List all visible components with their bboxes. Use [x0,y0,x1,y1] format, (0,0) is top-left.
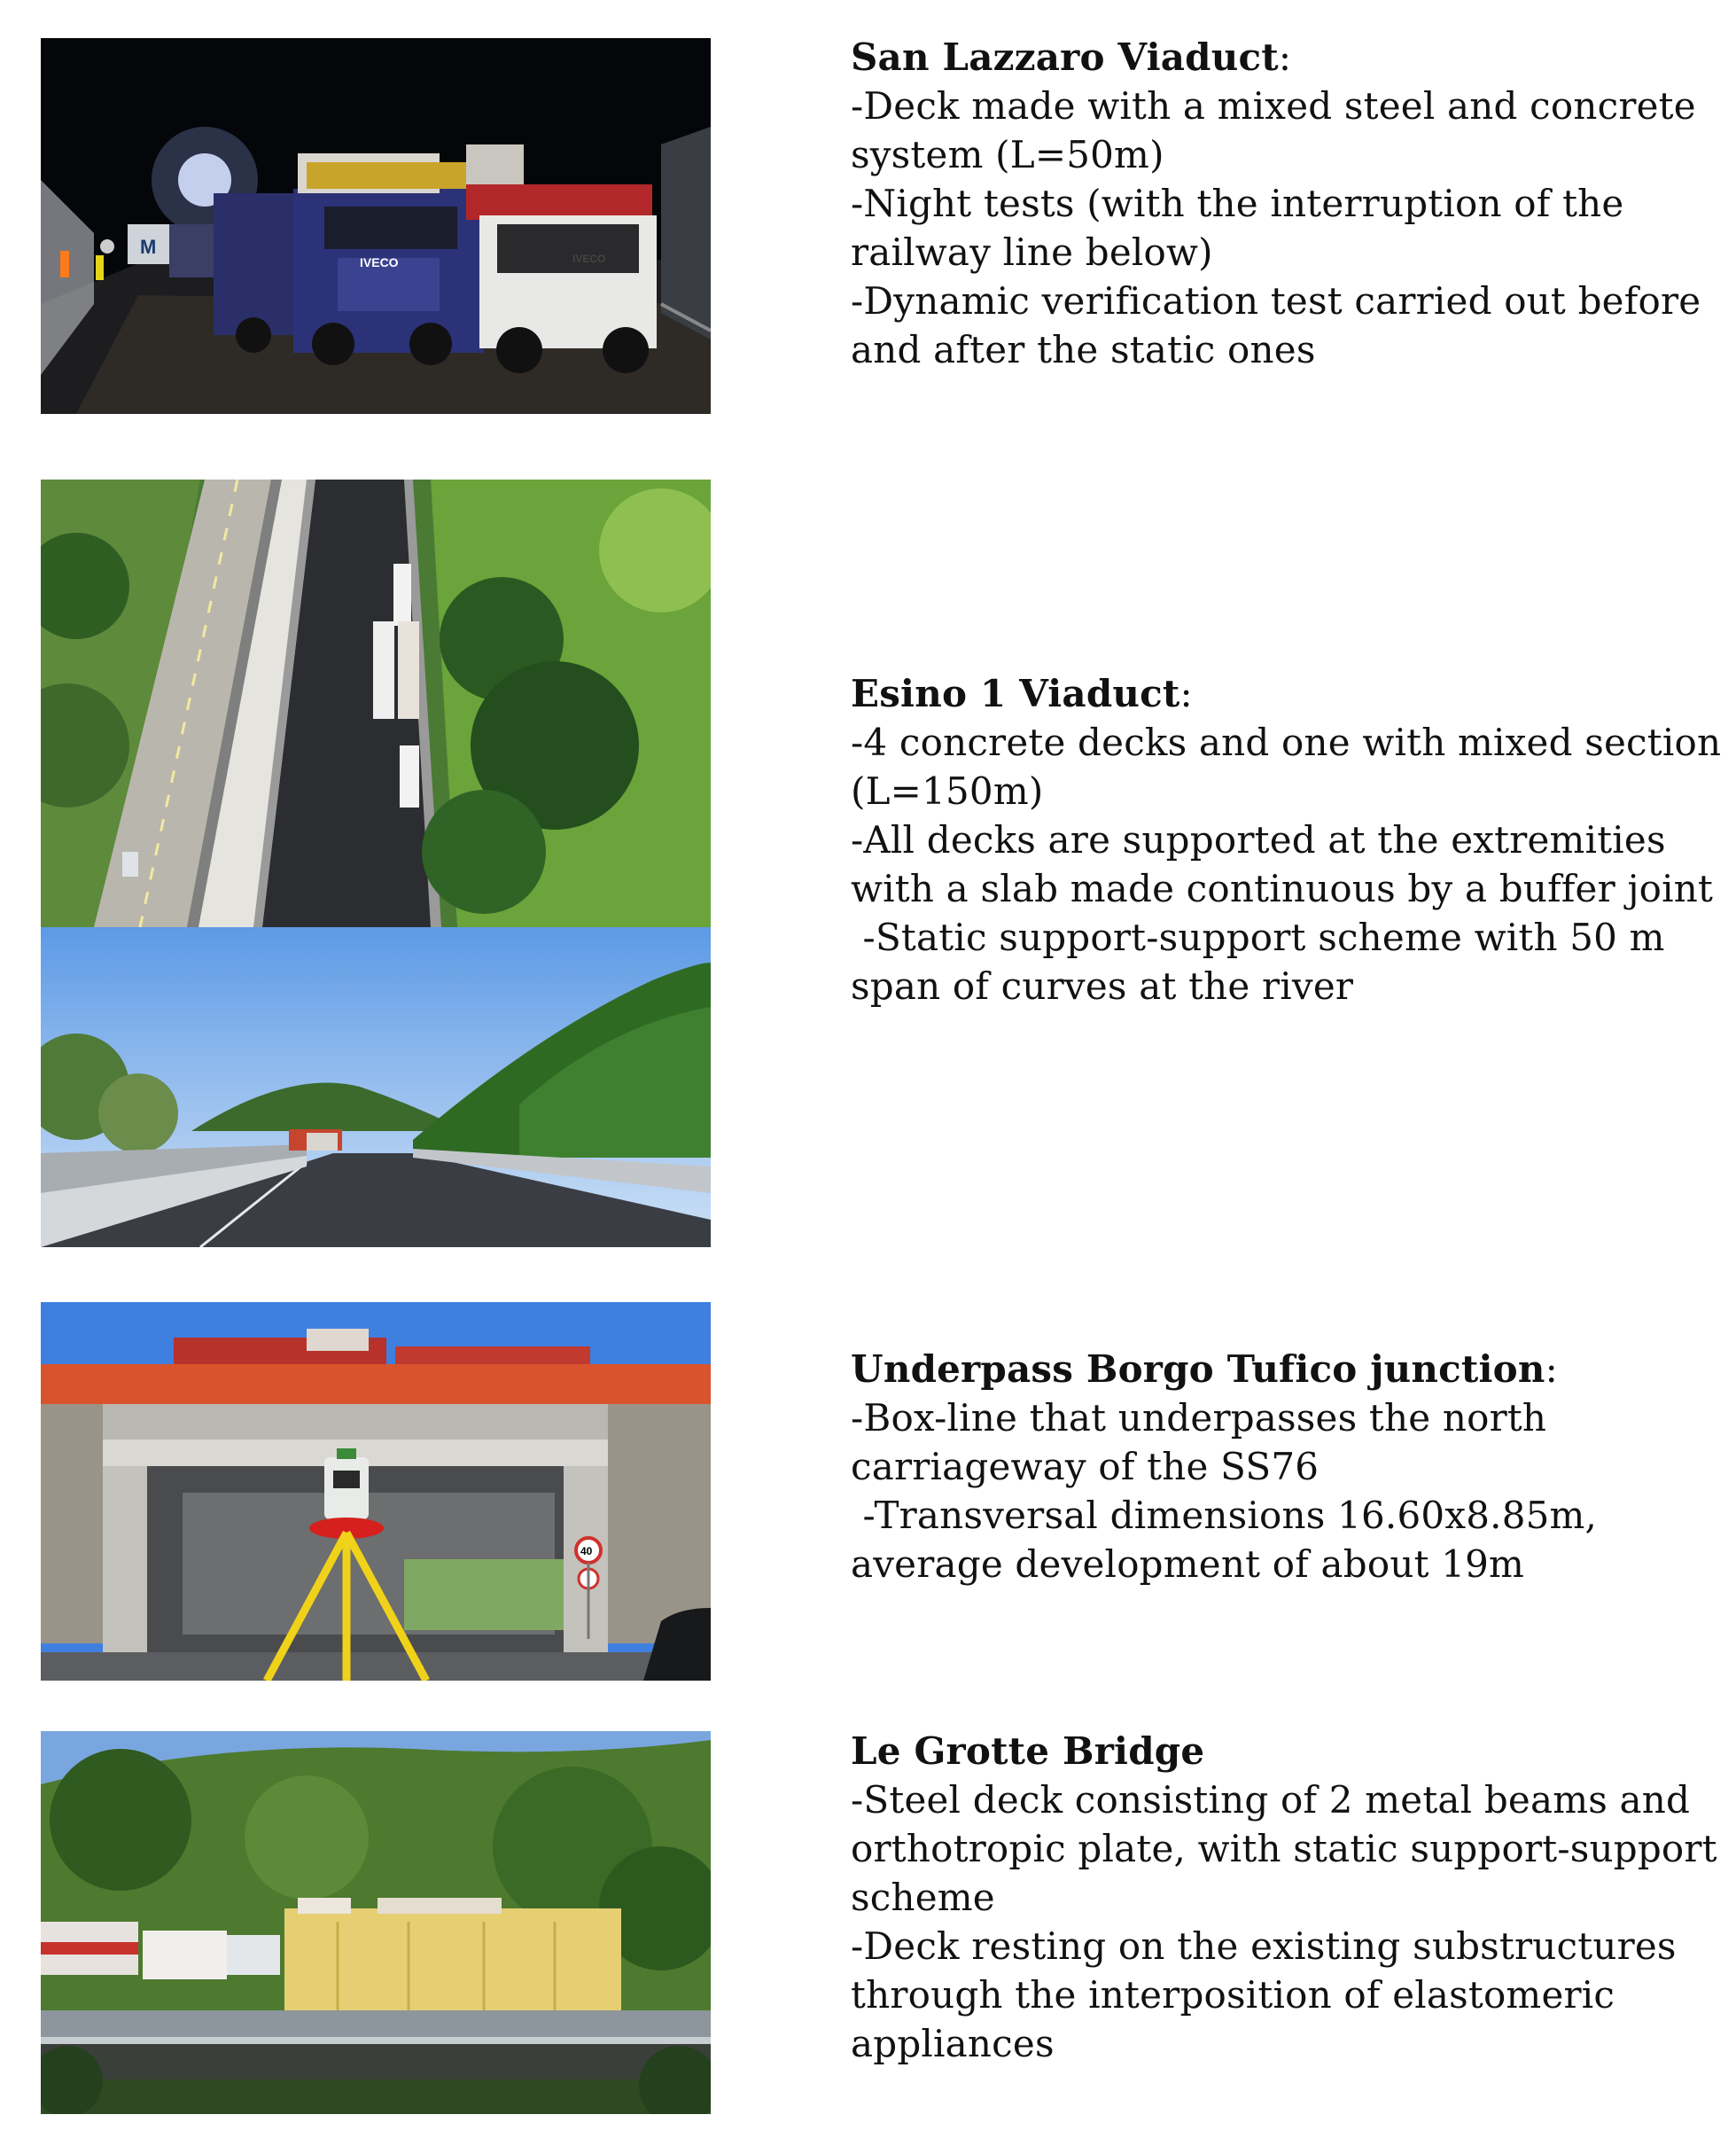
section-text-line: through the interposition of elastomeric [851,1973,1615,2017]
section-text-line: -Deck resting on the existing substructures [851,1924,1677,1968]
section-text-line: (L=150m) [851,769,1044,813]
section-text-line: appliances [851,2022,1055,2065]
photo-borgo-tufico-underpass [41,1302,711,1681]
section-text-line: average development of about 19m [851,1542,1525,1586]
section-text-line: -All decks are supported at the extremities [851,818,1666,862]
section-text-line: -4 concrete decks and one with mixed section [851,721,1722,764]
photo-esino-aerial [41,480,711,927]
truck-brand-right: IVECO [572,253,606,265]
truck-brand-left: IVECO [360,255,399,269]
section-title: Esino 1 Viaduct [851,672,1180,715]
photo-esino-road-level [41,927,711,1247]
section-title: San Lazzaro Viaduct [851,35,1279,79]
section-text-line: -Box-line that underpasses the north [851,1396,1547,1440]
section-title-line [851,669,1701,718]
section-text-line: system (L=50m) [851,133,1164,176]
section-text-line: carriageway of the SS76 [851,1445,1320,1488]
section-title-line [851,33,1701,82]
section-title: Underpass Borgo Tufico junction [851,1347,1545,1391]
section-text-line: -Night tests (with the interruption of the [851,182,1624,225]
section-text-line: -Steel deck consisting of 2 metal beams and [851,1778,1691,1822]
section-text-line: -Static support-support scheme with 50 m [851,916,1665,959]
section-text-line: railway line below) [851,230,1213,274]
section-title-line [851,1345,1701,1393]
section-text-line: -Dynamic verification test carried out before [851,279,1701,323]
section-text-line: with a slab made continuous by a buffer joint [851,867,1714,910]
section-title: Le Grotte Bridge [851,1729,1205,1773]
photo-san-lazzaro-night-test [41,38,711,414]
section-le-grotte [851,1727,1717,2068]
section-text-line: -Deck made with a mixed steel and concrete [851,84,1696,128]
section-title-line [851,1727,1701,1775]
section-text-line: and after the static ones [851,328,1316,371]
speed-limit-sign: 40 [580,1545,593,1557]
section-san-lazzaro [851,33,1701,374]
section-title-suffix: : [1179,672,1193,715]
section-title-suffix: : [1545,1347,1558,1391]
section-text-line: -Transversal dimensions 16.60x8.85m, [851,1494,1598,1537]
section-text-line: scheme [851,1876,995,1919]
photo-le-grotte-bridge [41,1731,711,2114]
section-borgo-tufico [851,1345,1701,1588]
section-text-line: span of curves at the river [851,964,1354,1008]
distant-sign-letter: M [140,236,157,258]
section-text-line: orthotropic plate, with static support-support [851,1827,1717,1870]
section-esino [851,669,1722,1010]
section-title-suffix: : [1278,35,1292,79]
